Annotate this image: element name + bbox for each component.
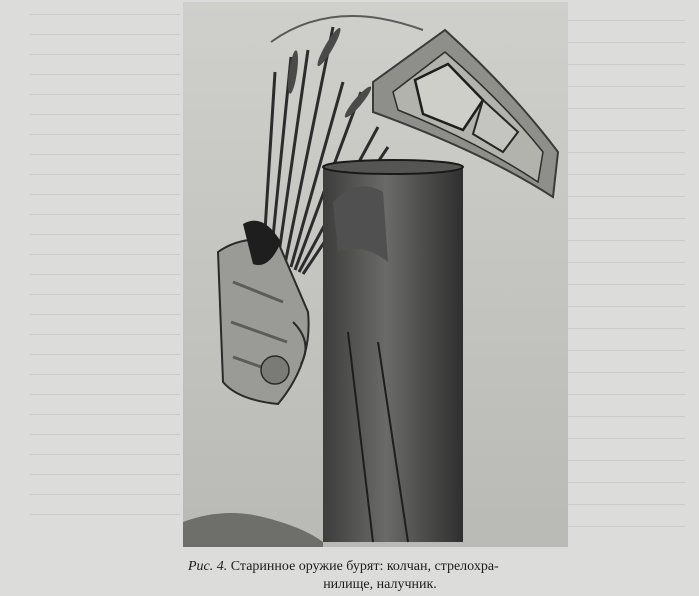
weapons-illustration bbox=[183, 2, 568, 547]
caption-text-1: Старинное оружие бурят: колчан, стрелохра- bbox=[230, 559, 499, 574]
caption-line-1 bbox=[160, 558, 600, 576]
figure-label: Рис. 4. bbox=[188, 559, 228, 574]
caption-line-2: нилище, налучник. bbox=[323, 577, 437, 592]
arrow-case-icon bbox=[323, 160, 463, 542]
figure-photograph bbox=[183, 2, 568, 547]
figure-caption bbox=[160, 558, 600, 594]
